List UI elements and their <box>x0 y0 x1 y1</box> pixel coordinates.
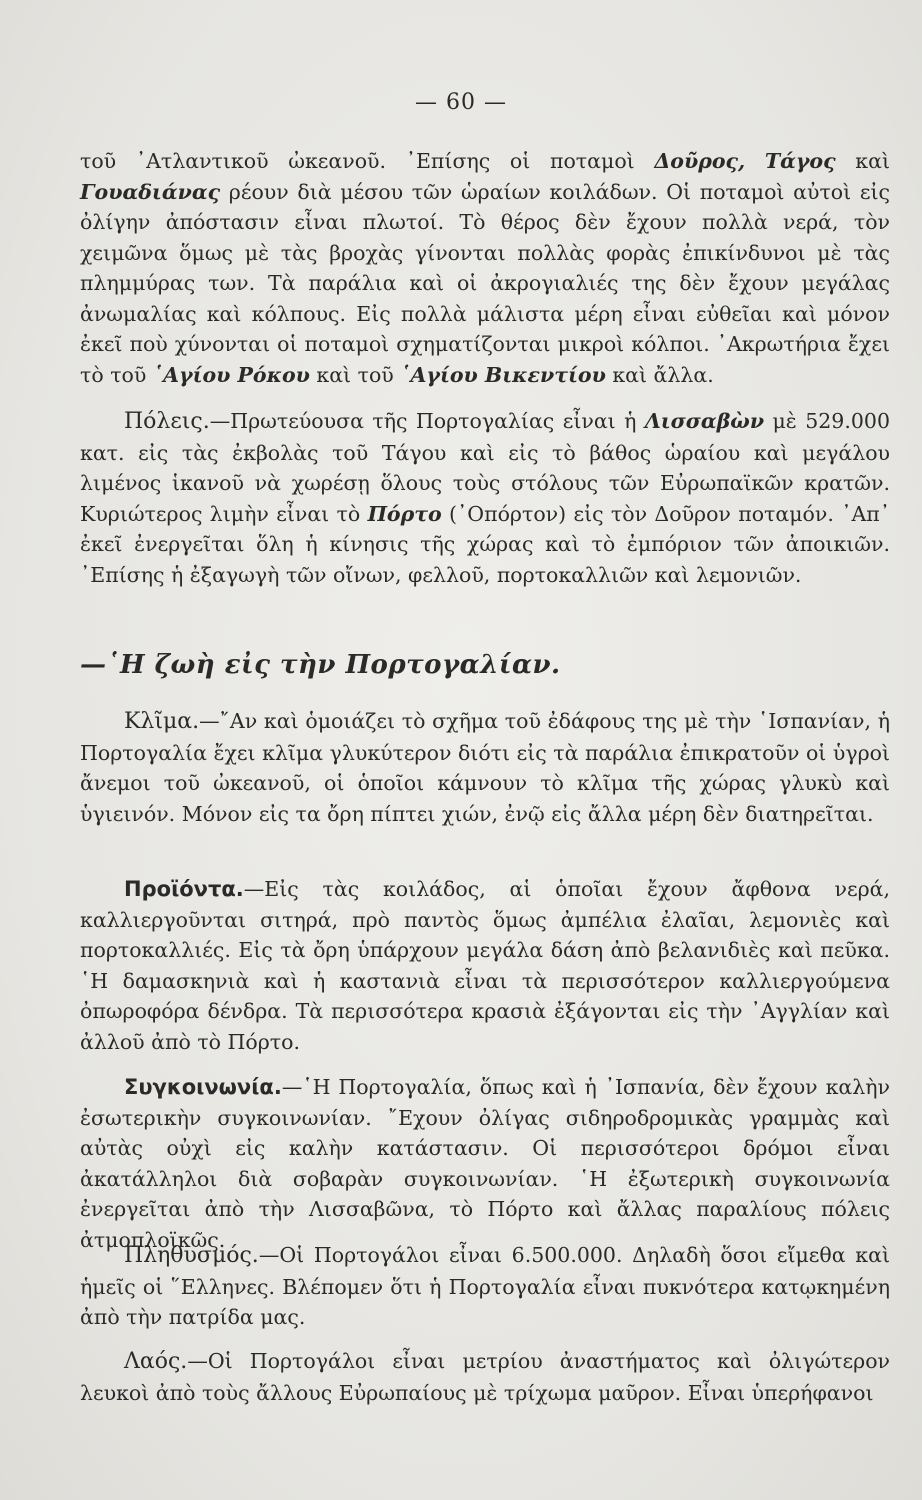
people-paragraph <box>80 1346 890 1408</box>
cape-saint-vincent: ῾Αγίου Βικεντίου <box>400 362 606 387</box>
climate-heading: Κλῖμα. <box>124 709 200 734</box>
population-heading: Πληθυσμός. <box>124 1243 259 1268</box>
intro-text-1: τοῦ ᾿Ατλαντικοῦ ὠκεανοῦ. ᾿Επίσης οἱ ποταμοὶ <box>80 149 655 173</box>
cape-saint-roch: ῾Αγίου Ρόκου <box>152 362 310 387</box>
climate-text: —῎Αν καὶ ὁμοιάζει τὸ σχῆμα τοῦ ἐδάφους της μὲ τὴν ῾Ισπανίαν, ἡ Πορτογαλία ἔχει κλῖμα γλυκύτερον διότι εἰς τὰ παράλια ἐπικρατοῦν οἱ ὑγροὶ ἄνεμοι τοῦ ὠκεανοῦ, οἱ ὁποῖοι κάμνουν τὸ κλῖμα τῆς χώρας γλυκὺ καὶ ὑγιεινόν. Μόνον εἰς τα ὄρη πίπτει χιών, ἐνῷ εἰς ἄλλα μέρη δὲν διατηρεῖται. <box>80 709 890 826</box>
cities-paragraph: Πόλεις.—Πρωτεύουσα τῆς Πορτογαλίας εἶναι ἡ Λισσαβὼν μὲ 529.000 κατ. εἰς τὰς ἐκβολὰς τοῦ Τάγου καὶ εἰς τὸ βάθος ὡραίου καὶ μεγάλου λιμένος ἱκανοῦ νὰ χωρέσῃ ὅλους τοὺς στόλους τῶν Εὐρωπαϊκῶν κρατῶν. Κυριώτερος λιμὴν εἶναι τὸ Πόρτο (᾿Οπόρτον) εἰς τὸν Δοῦρον ποταμόν. ᾿Απ᾿ ἐκεῖ ἐνεργεῖται ὅλη ἡ κίνησις τῆς χώρας καὶ τὸ ἐμπόριον τῶν ἀποικιῶν. ᾿Επίσης ἡ ἐξαγωγὴ τῶν οἴνων, φελλοῦ, πορτοκαλλιῶν καὶ λεμονιῶν. <box>80 409 890 587</box>
cities-heading: Πόλεις. <box>124 409 210 434</box>
communication-text: —῾Η Πορτογαλία, ὅπως καὶ ἡ ᾿Ισπανία, δὲν ἔχουν καλὴν ἐσωτερικὴν συγκοινωνίαν. ῎Εχουν ὀλίγας σιδηροδρομικὰς γραμμὰς καὶ αὐτὰς οὐχὶ εἰς καλὴν κατάστασιν. Οἱ περισσότεροι δρόμοι εἶναι ἀκατάλληλοι διὰ σοβαρὰν συγκοινωνίαν. ῾Η ἐξωτερικὴ συγκοινωνία ἐνεργεῖται ἀπὸ τὴν Λισσαβῶνα, τὸ Πόρτο καὶ ἄλλας παραλίους πόλεις ἀτμοπλοϊκῶς. <box>80 1075 890 1252</box>
climate-paragraph <box>80 706 890 829</box>
products-text: —Εἰς τὰς κοιλάδος, αἱ ὁποῖαι ἔχουν ἄφθονα νερά, καλλιεργοῦνται σιτηρά, πρὸ παντὸς ὅμως ἀμπέλια ἐλαῖαι, λεμονιὲς καὶ πορτοκαλλιές. Εἰς τὰ ὄρη ὑπάρχουν μεγάλα δάση ἀπὸ βελανιδιὲς καὶ πεῦκα. ῾Η δαμασκηνιὰ καὶ ἡ καστανιὰ εἶναι τὰ περισσότερον καλλιεργούμενα ὀπωροφόρα δένδρα. Τὰ περισσότερα κρασιὰ ἐξάγονται εἰς τὴν ᾿Αγγλίαν καὶ ἀλλοῦ ἀπὸ τὸ Πόρτο. <box>80 877 890 1054</box>
products-paragraph <box>80 874 890 1057</box>
people-heading: Λαός. <box>124 1349 188 1374</box>
intro-text-2: ρέουν διὰ μέσου τῶν ὡραίων κοιλάδων. Οἱ ποταμοὶ αὐτοὶ εἰς ὀλίγην ἀπόστασιν εἶναι πλωτοί. Τὸ θέρος δὲν ἔχουν πολλὰ νερά, τὸν χειμῶνα ὅμως μὲ τὰς βροχὰς γίνονται πολλὰς φορὰς ἐπικίνδυνοι μὲ τὰς πλημμύρας των. Τὰ παράλια καὶ οἱ ἀκρογιαλιές της δὲν ἔχουν μεγάλας ἀνωμαλίας καὶ κόλπους. Εἰς πολλὰ μάλιστα μέρη εἶναι εὐθεῖαι καὶ μόνον ἐκεῖ ποὺ χύνονται οἱ ποταμοὶ σχηματίζονται μικροὶ κόλποι. ᾿Ακρωτήρια ἔχει τὸ τοῦ <box>80 179 890 387</box>
population-text: —Οἱ Πορτογάλοι εἶναι 6.500.000. Δηλαδὴ ὅσοι εἴμεθα καὶ ἡμεῖς οἱ ῞Ελληνες. Βλέπομεν ὅτι ἡ Πορτογαλία εἶναι πυκνότερα κατῳκημένη ἀπὸ τὴν πατρίδα μας. <box>80 1243 890 1329</box>
communication-paragraph <box>80 1072 890 1255</box>
products-heading: Προϊόντα. <box>124 877 244 901</box>
page-number: — 60 — <box>415 90 507 115</box>
people-text: —Οἱ Πορτογάλοι εἶναι μετρίου ἀναστήματος καὶ ὀλιγώτερον λευκοὶ ἀπὸ τοὺς ἄλλους Εὐρωπαίους μὲ τρίχωμα μαῦρον. Εἶναι ὑπερήφανοι <box>80 1349 890 1405</box>
communication-heading: Συγκοινωνία. <box>124 1075 282 1099</box>
city-porto: Πόρτο <box>367 501 442 526</box>
river-tagus: Τάγος <box>764 149 836 173</box>
river-douro: Δοῦρος, <box>654 149 746 173</box>
population-paragraph <box>80 1240 890 1333</box>
city-lisbon: Λισσαβὼν <box>644 409 765 433</box>
river-guadiana: Γουαδιάνας <box>80 179 221 204</box>
section-title: —῾Η ζωὴ εἰς τὴν Πορτογαλίαν. <box>80 650 561 680</box>
intro-paragraph: τοῦ ᾿Ατλαντικοῦ ὠκεανοῦ. ᾿Επίσης οἱ ποταμοὶ Δοῦρος, Τάγος καὶ Γουαδιάνας ρέουν διὰ μέσου τῶν ὡραίων κοιλάδων. Οἱ ποταμοὶ αὐτοὶ εἰς ὀλίγην ἀπόστασιν εἶναι πλωτοί. Τὸ θέρος δὲν ἔχουν πολλὰ νερά, τὸν χειμῶνα ὅμως μὲ τὰς βροχὰς γίνονται πολλὰς φορὰς ἐπικίνδυνοι μὲ τὰς πλημμύρας των. Τὰ παράλια καὶ οἱ ἀκρογιαλιές της δὲν ἔχουν μεγάλας ἀνωμαλίας καὶ κόλπους. Εἰς πολλὰ μάλιστα μέρη εἶναι εὐθεῖαι καὶ μόνον ἐκεῖ ποὺ χύνονται οἱ ποταμοὶ σχηματίζονται μικροὶ κόλποι. ᾿Ακρωτήρια ἔχει τὸ τοῦ ῾Αγίου Ρόκου καὶ τοῦ ῾Αγίου Βικεντίου καὶ ἄλλα. <box>80 149 890 387</box>
